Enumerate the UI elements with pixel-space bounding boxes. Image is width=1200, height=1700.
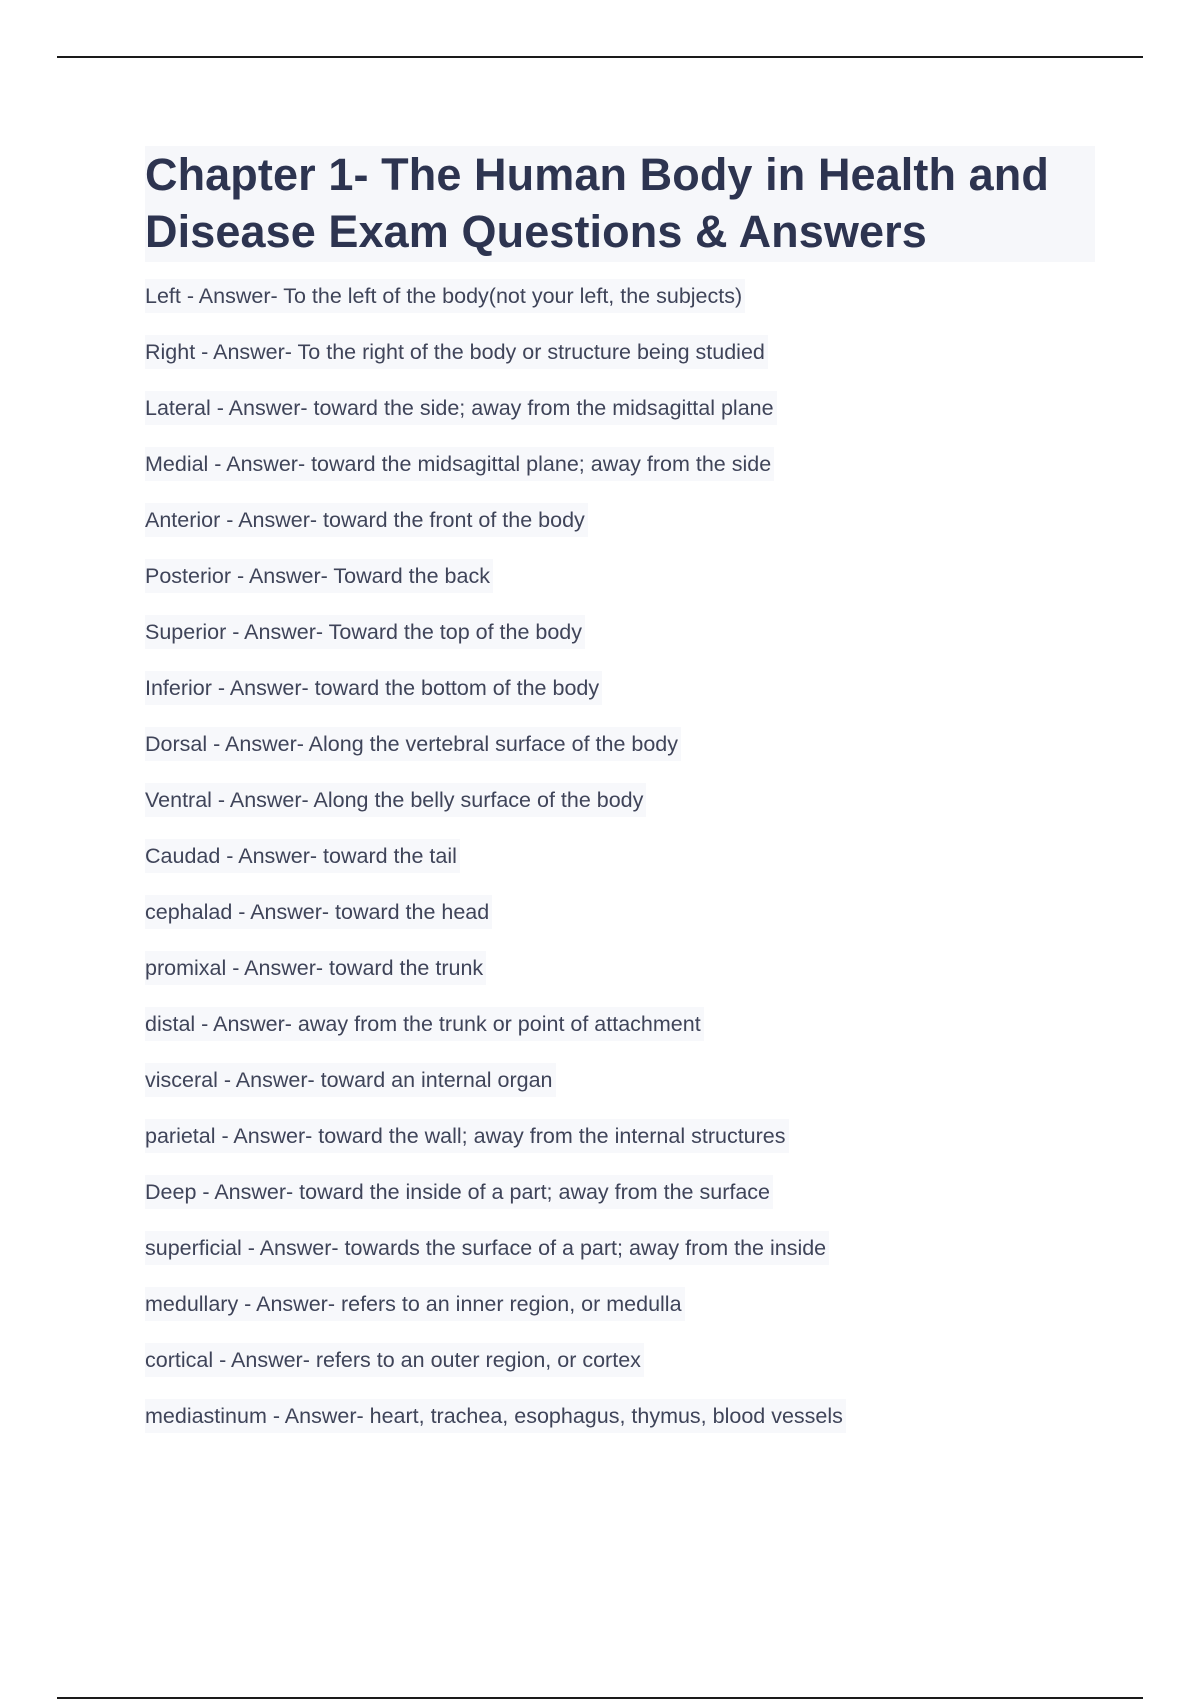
list-item [145, 839, 1095, 895]
qa-text: cortical - Answer- refers to an outer region, or cortex [145, 1343, 644, 1377]
qa-text: mediastinum - Answer- heart, trachea, esophagus, thymus, blood vessels [145, 1399, 846, 1433]
qa-text: Posterior - Answer- Toward the back [145, 559, 493, 593]
list-item [145, 447, 1095, 503]
qa-text: Anterior - Answer- toward the front of the body [145, 503, 588, 537]
list-item [145, 1007, 1095, 1063]
qa-text: Left - Answer- To the left of the body(not your left, the subjects) [145, 279, 745, 313]
list-item [145, 1231, 1095, 1287]
list-item [145, 615, 1095, 671]
list-item [145, 1063, 1095, 1119]
title-block [145, 146, 1095, 262]
qa-text: Deep - Answer- toward the inside of a part; away from the surface [145, 1175, 773, 1209]
qa-text: Inferior - Answer- toward the bottom of the body [145, 671, 602, 705]
qa-text: cephalad - Answer- toward the head [145, 895, 492, 929]
list-item [145, 559, 1095, 615]
list-item [145, 1119, 1095, 1175]
list-item [145, 783, 1095, 839]
qa-text: Lateral - Answer- toward the side; away from the midsagittal plane [145, 391, 777, 425]
list-item [145, 1287, 1095, 1343]
list-item [145, 335, 1095, 391]
list-item [145, 391, 1095, 447]
list-item [145, 503, 1095, 559]
qa-text: Right - Answer- To the right of the body or structure being studied [145, 335, 768, 369]
qa-text: promixal - Answer- toward the trunk [145, 951, 486, 985]
list-item [145, 279, 1095, 335]
list-item [145, 895, 1095, 951]
qa-text: parietal - Answer- toward the wall; away from the internal structures [145, 1119, 789, 1153]
list-item [145, 1343, 1095, 1399]
qa-text: Superior - Answer- Toward the top of the body [145, 615, 585, 649]
qa-list [145, 279, 1095, 1455]
bottom-divider [57, 1697, 1143, 1699]
list-item [145, 1175, 1095, 1231]
list-item [145, 671, 1095, 727]
qa-text: Caudad - Answer- toward the tail [145, 839, 460, 873]
list-item [145, 951, 1095, 1007]
list-item [145, 727, 1095, 783]
document-content [145, 146, 1095, 1455]
qa-text: Medial - Answer- toward the midsagittal plane; away from the side [145, 447, 774, 481]
list-item [145, 1399, 1095, 1455]
qa-text: distal - Answer- away from the trunk or point of attachment [145, 1007, 704, 1041]
qa-text: Dorsal - Answer- Along the vertebral surface of the body [145, 727, 681, 761]
qa-text: Ventral - Answer- Along the belly surface of the body [145, 783, 646, 817]
qa-text: superficial - Answer- towards the surface of a part; away from the inside [145, 1231, 829, 1265]
page-title: Chapter 1- The Human Body in Health and Disease Exam Questions & Answers [145, 149, 1049, 257]
qa-text: visceral - Answer- toward an internal organ [145, 1063, 556, 1097]
top-divider [57, 56, 1143, 58]
qa-text: medullary - Answer- refers to an inner region, or medulla [145, 1287, 685, 1321]
